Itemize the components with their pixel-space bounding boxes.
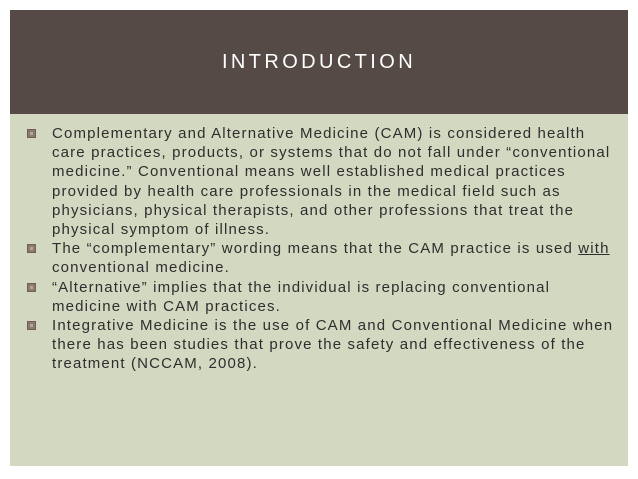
bullet-text: “Alternative” implies that the individual is replacing conventional medicine with CAM practices.: [52, 278, 551, 315]
content-box: [10, 114, 628, 466]
bullet-text-after: conventional medicine.: [52, 259, 230, 277]
bullet-list: [26, 124, 624, 374]
bullet-item-cam-definition: [26, 124, 624, 239]
square-bullet-icon: [27, 129, 36, 138]
slide-title: INTRODUCTION: [221, 51, 417, 73]
bullet-text: Complementary and Alternative Medicine (CAM) is considered health care practices, products, or systems that do not fall under “conventional medicine.” Conventional means well established medical practices provided by health care professionals in the medical field such as physicians, physical therapists, and other professions that treat the physical symptom of illness.: [52, 125, 611, 239]
square-bullet-icon: [27, 321, 36, 330]
bullet-text: Integrative Medicine is the use of CAM and Conventional Medicine when there has been studies that prove the safety and effectiveness of the treatment (NCCAM, 2008).: [52, 317, 614, 373]
square-bullet-icon: [27, 283, 36, 292]
bullet-text-before: The “complementary” wording means that the CAM practice is used: [52, 240, 579, 258]
bullet-item-integrative: [26, 316, 624, 374]
bullet-item-alternative: [26, 278, 624, 316]
bullet-item-complementary: [26, 239, 624, 277]
bullet-text-underlined: with: [578, 240, 610, 258]
square-bullet-icon: [27, 244, 36, 253]
title-bar: [10, 10, 628, 114]
